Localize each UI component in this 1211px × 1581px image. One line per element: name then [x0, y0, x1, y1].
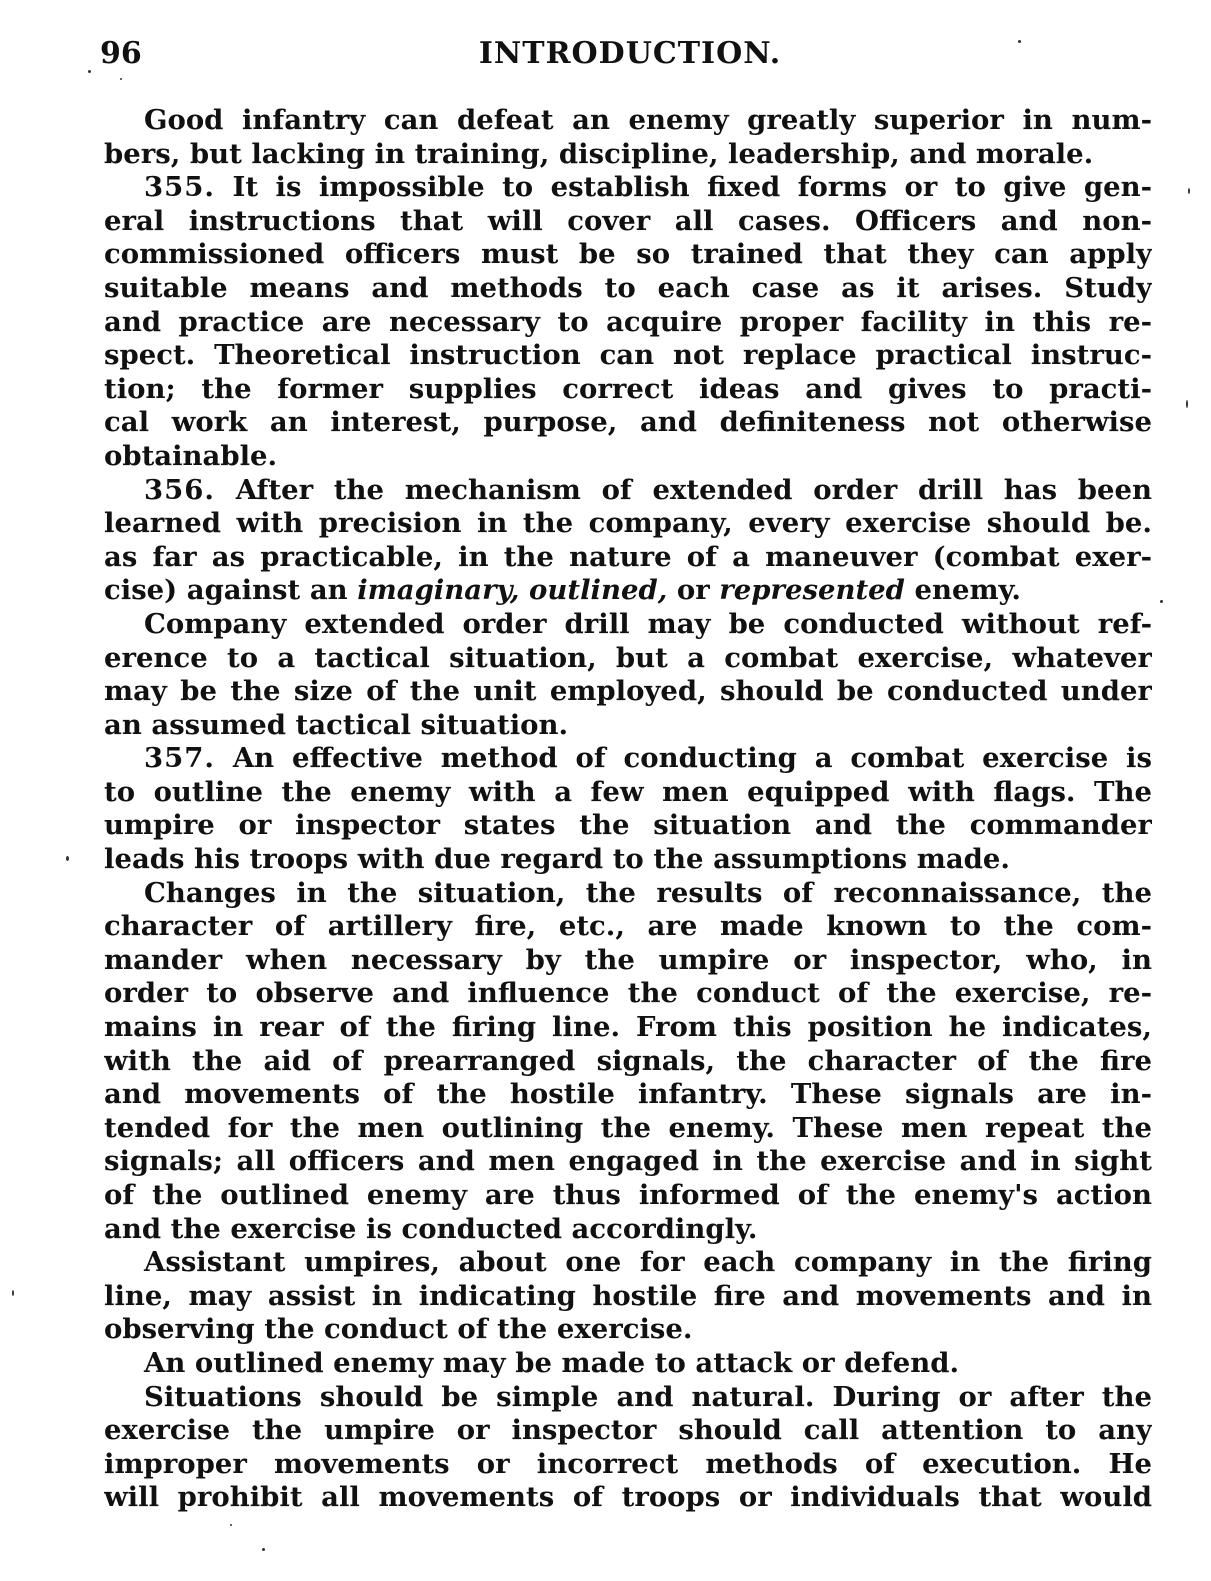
text-line-with-italics [104, 574, 1152, 608]
scan-speck [1188, 188, 1190, 194]
running-head: INTRODUCTION. [478, 36, 782, 71]
text-line: Changes in the situation, the results of reconnaissance, the [144, 876, 1152, 909]
text-fragment: or [676, 574, 710, 607]
text-line: suitable means and methods to each case as it arises. Study [104, 271, 1152, 304]
scan-speck [262, 1548, 265, 1551]
text-line: erence to a tactical situation, but a combat exercise, whatever [104, 641, 1152, 674]
text-fragment: enemy. [914, 574, 1021, 607]
text-line: and movements of the hostile infantry. These signals are in- [104, 1078, 1152, 1111]
text-line: cal work an interest, purpose, and definiteness not otherwise [104, 406, 1152, 439]
paragraph-356-start [104, 474, 1152, 508]
body-text [104, 104, 1152, 1515]
text-line: Company extended order drill may be conducted without ref- [144, 607, 1152, 640]
text-line: may be the size of the unit employed, should be conducted under [104, 675, 1152, 708]
scan-speck [120, 78, 122, 80]
section-number: 355. [144, 171, 215, 204]
page-number: 96 [100, 36, 142, 71]
scan-speck [1186, 400, 1188, 408]
text-line: obtainable. [104, 439, 278, 472]
text-line: of the outlined enemy are thus informed of the enemy's action [104, 1179, 1152, 1211]
text-line: An outlined enemy may be made to attack or defend. [144, 1346, 960, 1379]
section-number: 357. [144, 742, 215, 775]
text-line: as far as practicable, in the nature of a maneuver (combat exer- [104, 540, 1152, 573]
text-line: mander when necessary by the umpire or inspector, who, in [104, 943, 1152, 976]
text-line: tion; the former supplies correct ideas and gives to practi- [104, 372, 1152, 405]
scan-speck [66, 856, 69, 861]
text-fragment: After the mechanism of extended order drill has been [235, 473, 1152, 506]
text-line: order to observe and influence the conduct of the exercise, re- [104, 977, 1152, 1010]
text-line: exercise the umpire or inspector should call attention to any [104, 1414, 1152, 1447]
text-fragment: cise) against an [104, 574, 348, 607]
text-line: Assistant umpires, about one for each company in the firing [144, 1246, 1152, 1279]
scan-speck [230, 1524, 232, 1526]
text-line: mains in rear of the firing line. From this position he indicates, [104, 1011, 1152, 1044]
text-line: commissioned officers must be so trained that they can apply [104, 238, 1152, 271]
text-line: Good infantry can defeat an enemy greatly superior in num- [144, 104, 1152, 136]
scan-speck [1160, 600, 1163, 603]
text-line: leads his troops with due regard to the assumptions made. [104, 843, 1010, 876]
section-number: 356. [144, 473, 215, 506]
text-line: and practice are necessary to acquire proper facility in this re- [104, 305, 1152, 338]
paragraph-357-start [104, 742, 1152, 776]
italic-text: imaginary, outlined, [357, 574, 668, 607]
scan-speck [1018, 40, 1021, 43]
text-fragment: An effective method of conducting a combat exercise is [232, 742, 1152, 775]
text-line: spect. Theoretical instruction can not replace practical instruc- [104, 339, 1152, 372]
text-line: observing the conduct of the exercise. [104, 1313, 693, 1346]
text-line: to outline the enemy with a few men equipped with flags. The [104, 775, 1152, 808]
text-line: and the exercise is conducted accordingly. [104, 1212, 758, 1245]
text-line: character of artillery fire, etc., are made known to the com- [104, 910, 1152, 943]
text-line: tended for the men outlining the enemy. These men repeat the [104, 1111, 1152, 1144]
text-fragment: It is impossible to establish fixed forms or to give gen- [232, 171, 1152, 204]
text-line: with the aid of prearranged signals, the character of the fire [104, 1044, 1152, 1077]
text-line: umpire or inspector states the situation and the commander [104, 809, 1152, 842]
paragraph-355-start [104, 171, 1152, 205]
text-line: eral instructions that will cover all cases. Officers and non- [104, 204, 1152, 237]
scan-speck [12, 1290, 14, 1296]
text-line: bers, but lacking in training, discipline, leadership, and morale. [104, 137, 1094, 170]
italic-text: represented [719, 574, 905, 607]
text-line: improper movements or incorrect methods of execution. He [104, 1447, 1152, 1480]
text-line: will prohibit all movements of troops or individuals that would [104, 1481, 1152, 1514]
text-line: signals; all officers and men engaged in the exercise and in sight [104, 1145, 1152, 1178]
text-line: an assumed tactical situation. [104, 708, 569, 741]
text-line: Situations should be simple and natural. During or after the [144, 1380, 1152, 1413]
text-line: learned with precision in the company, every exercise should be. [104, 507, 1152, 540]
scan-speck [88, 70, 91, 73]
text-line: line, may assist in indicating hostile fire and movements and in [104, 1279, 1152, 1312]
page-header [100, 28, 1160, 78]
